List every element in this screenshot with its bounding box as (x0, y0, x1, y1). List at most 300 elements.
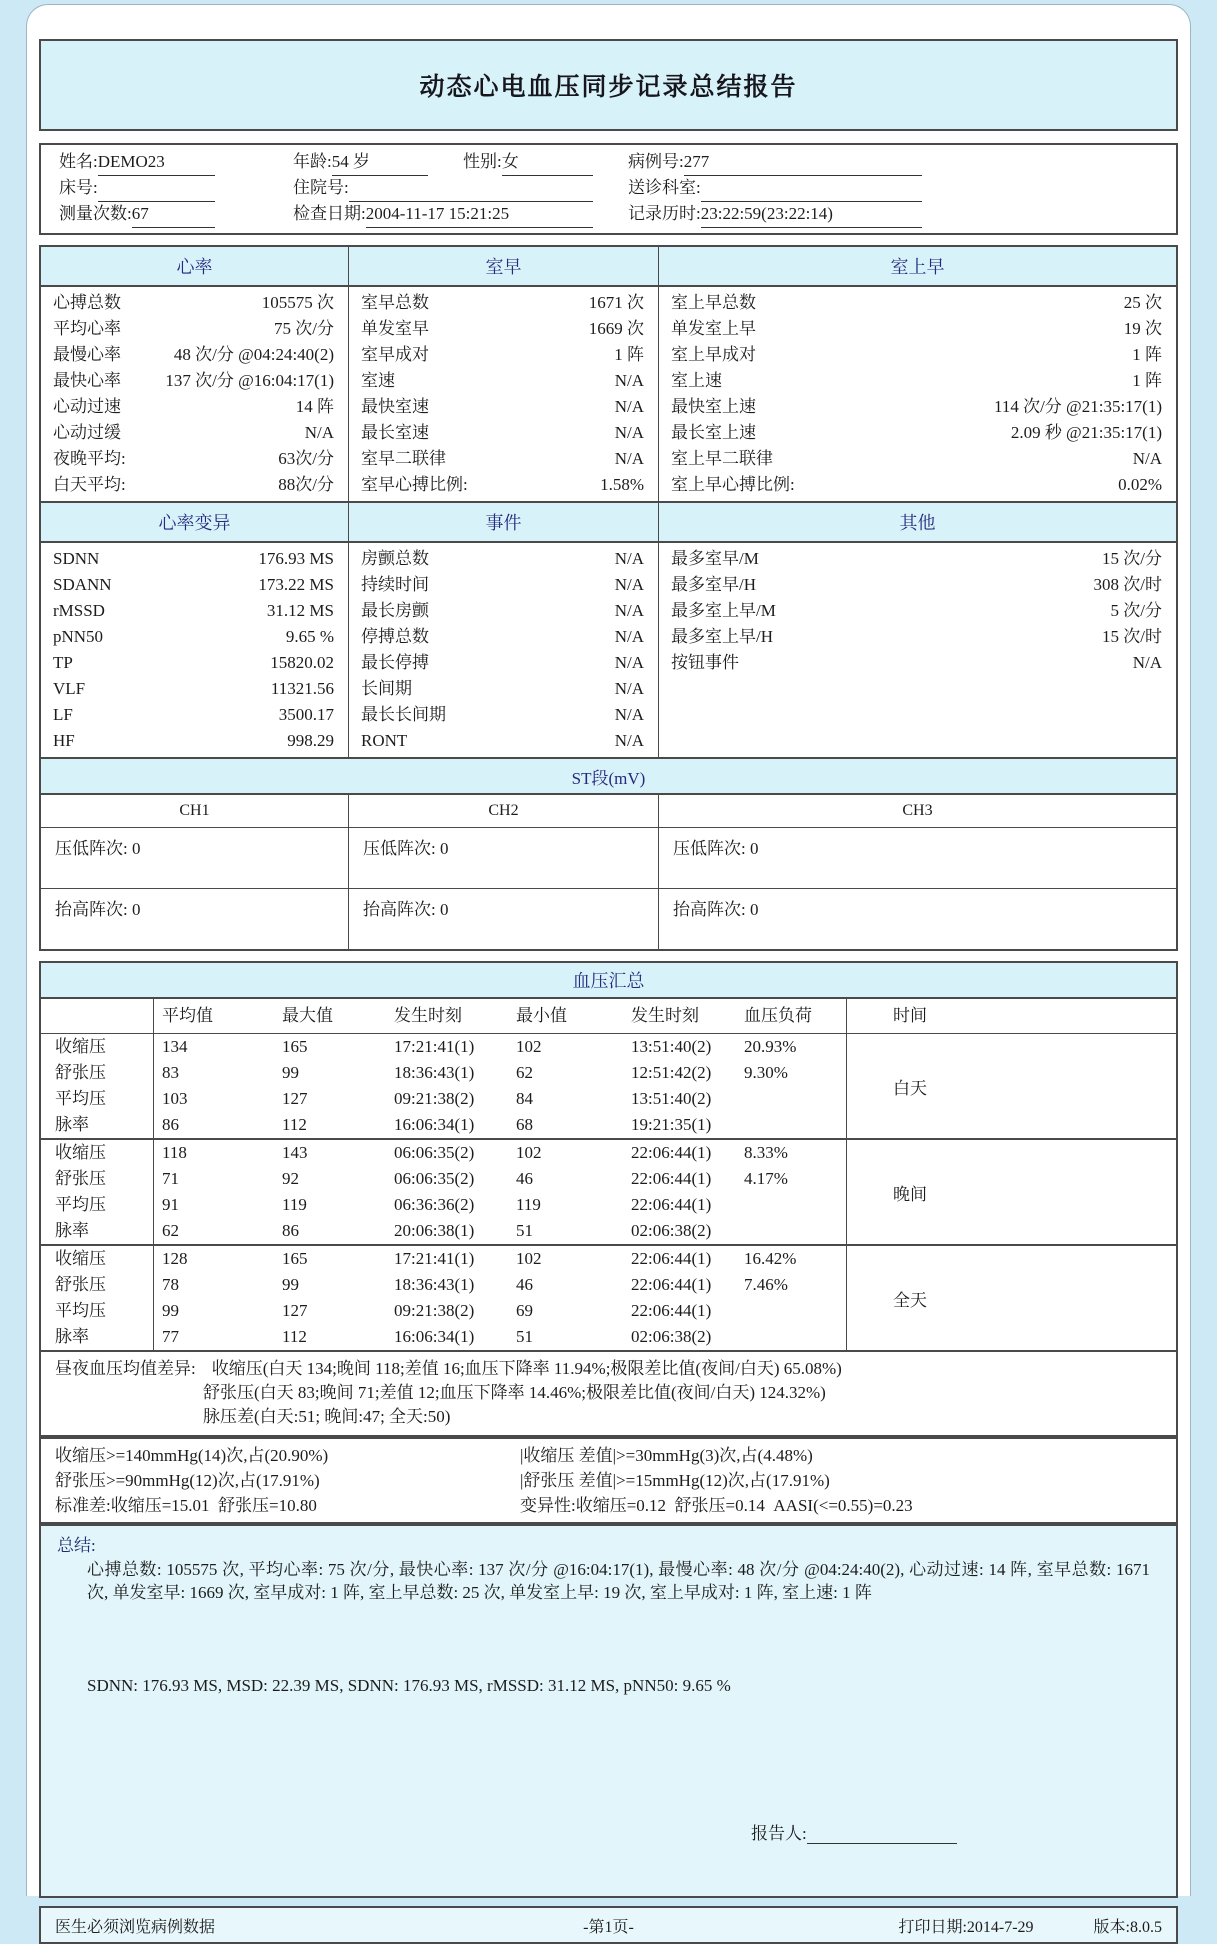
reporter-field (751, 1819, 957, 1844)
record-duration-field (628, 202, 1172, 228)
field-label: 病例号: (628, 152, 684, 171)
field-label: 检查日期: (293, 204, 366, 223)
stat-row (349, 598, 658, 624)
bp-cell: 7.46% (744, 1275, 788, 1294)
stat-row (659, 728, 1176, 754)
bp-cell: 112 (282, 1327, 307, 1346)
reporter-label: 报告人: (751, 1824, 807, 1843)
bp-group-day (41, 1034, 1176, 1138)
bp-cell: 18:36:43(1) (394, 1275, 475, 1294)
bp-cell (736, 1298, 846, 1324)
st-elevation-ch1: 抬高阵次: 0 (41, 889, 349, 949)
bp-corner-cell (41, 999, 154, 1033)
stat-row (349, 394, 658, 420)
threshold-left: 收缩压>=140mmHg(14)次,占(20.90%) (55, 1446, 329, 1465)
stat-label (659, 676, 671, 702)
threshold-right: |舒张压 差值|>=15mmHg(12)次,占(17.91%) (520, 1471, 830, 1490)
field-value: 277 (684, 150, 922, 176)
bp-col-min-time: 发生时刻 (631, 1006, 699, 1025)
stat-row (41, 342, 348, 368)
stat-row (659, 676, 1176, 702)
stat-row (41, 598, 348, 624)
bp-cell: 19:21:35(1) (631, 1115, 712, 1134)
stat-label: 最多室早/H (671, 575, 756, 594)
field-label: 性别: (463, 152, 502, 171)
stat-value: N/A (304, 423, 334, 442)
bp-cell: 91 (162, 1195, 179, 1214)
stat-label: 室上早成对 (671, 345, 756, 364)
page-title: 动态心电血压同步记录总结报告 (419, 74, 798, 101)
bp-summary-box (39, 961, 1178, 1437)
stat-label: RONT (361, 731, 408, 750)
bp-cell: 68 (516, 1115, 533, 1134)
stat-value: 75 次/分 (274, 319, 334, 338)
bp-col-mean: 平均值 (162, 1006, 213, 1025)
field-value (98, 176, 215, 202)
stat-label: SDNN (53, 549, 100, 568)
threshold-row (41, 1443, 1176, 1468)
stat-row (659, 572, 1176, 598)
bp-cell: 102 (516, 1037, 542, 1056)
events-column (349, 543, 659, 757)
stat-label: 室上早二联律 (671, 449, 773, 468)
pvc-column (349, 287, 659, 501)
stat-label: HF (53, 731, 75, 750)
stat-row (41, 472, 348, 498)
thresholds-box (39, 1437, 1178, 1524)
bp-cell: 118 (162, 1143, 187, 1162)
stat-row (659, 368, 1176, 394)
bp-cell: 13:51:40(2) (631, 1037, 712, 1056)
bp-cell: 8.33% (744, 1143, 788, 1162)
stat-row (349, 368, 658, 394)
stat-row (41, 624, 348, 650)
stat-value: 114 次/分 @21:35:17(1) (993, 397, 1162, 416)
bp-cell: 83 (162, 1063, 179, 1082)
stat-label: 最长停搏 (361, 653, 429, 672)
stat-label: 长间期 (361, 679, 412, 698)
stat-label: 房颤总数 (361, 549, 429, 568)
field-label: 记录历时: (628, 204, 701, 223)
stat-label: 最长室上速 (671, 423, 756, 442)
field-label: 住院号: (293, 178, 349, 197)
bp-cell: 127 (282, 1301, 308, 1320)
stat-label: 最快室上速 (671, 397, 756, 416)
bp-cell (736, 1112, 846, 1138)
stat-value (1162, 728, 1176, 754)
bp-cell: 84 (516, 1089, 533, 1108)
bp-cell: 128 (162, 1249, 188, 1268)
stat-label (659, 728, 671, 754)
field-value (349, 176, 593, 202)
bp-cell: 165 (282, 1249, 308, 1268)
stat-value: 11321.56 (270, 679, 334, 698)
stat-row (349, 728, 658, 754)
stat-row (41, 446, 348, 472)
stat-label: 室上早心搏比例: (671, 475, 795, 494)
stat-value: 15 次/分 (1102, 549, 1162, 568)
footer-notice: 医生必须浏览病例数据 (55, 1918, 216, 1936)
stat-row (659, 420, 1176, 446)
stats-grid-box (39, 245, 1178, 951)
diff-label: 昼夜血压均值差异: (55, 1359, 196, 1378)
stat-row (41, 702, 348, 728)
stat-label: 平均心率 (53, 319, 121, 338)
bp-cell (736, 1324, 846, 1350)
bp-cell: 02:06:38(2) (631, 1221, 712, 1240)
stat-value: 176.93 MS (258, 549, 334, 568)
stat-row (41, 676, 348, 702)
bp-cell: 62 (516, 1063, 533, 1082)
bp-cell: 22:06:44(1) (631, 1195, 712, 1214)
stat-value: 63次/分 (278, 449, 334, 468)
stat-label: pNN50 (53, 627, 104, 646)
stat-label: 停搏总数 (361, 627, 429, 646)
stat-row (659, 624, 1176, 650)
stat-value (1162, 676, 1176, 702)
patient-dept-field (628, 176, 1172, 202)
svpb-column (659, 287, 1176, 501)
diff-line (55, 1357, 1166, 1381)
bp-cell: 165 (282, 1037, 308, 1056)
bp-col-max: 最大值 (282, 1006, 333, 1025)
bp-cell: 77 (162, 1327, 179, 1346)
stat-label: LF (53, 705, 73, 724)
stat-row (41, 290, 348, 316)
stat-value: 9.65 % (285, 627, 334, 646)
stat-label: VLF (53, 679, 86, 698)
bp-cell: 22:06:44(1) (631, 1275, 712, 1294)
bp-cell: 46 (516, 1169, 533, 1188)
stat-value: N/A (1132, 449, 1162, 468)
channel-ch2: CH2 (349, 795, 659, 827)
reporter-signature-line (807, 1819, 957, 1844)
diff-line: 舒张压(白天 83;晚间 71;差值 12;血压下降率 14.46%;极限差比值(夜间/白天) 124.32%) (203, 1383, 826, 1402)
stat-row (41, 368, 348, 394)
patient-gender-field (463, 150, 628, 176)
field-value: 女 (502, 150, 593, 176)
threshold-right: |收缩压 差值|>=30mmHg(3)次,占(4.48%) (520, 1446, 813, 1465)
stat-row (349, 342, 658, 368)
stat-row (349, 316, 658, 342)
threshold-right: 变异性:收缩压=0.12 舒张压=0.14 AASI(<=0.55)=0.23 (520, 1496, 913, 1515)
report-page (26, 4, 1191, 1936)
bp-cell: 22:06:44(1) (631, 1249, 712, 1268)
stat-value: N/A (614, 627, 644, 646)
stat-row (349, 546, 658, 572)
bp-cell: 119 (516, 1195, 541, 1214)
stat-label: 按钮事件 (671, 653, 739, 672)
stat-row (349, 472, 658, 498)
bp-cell: 92 (282, 1169, 299, 1188)
bp-cell: 12:51:42(2) (631, 1063, 712, 1082)
bp-cell: 09:21:38(2) (394, 1301, 475, 1320)
bp-cell: 17:21:41(1) (394, 1249, 475, 1268)
stat-row (41, 650, 348, 676)
bp-cell: 平均压 (41, 1298, 154, 1324)
bp-summary-title: 血压汇总 (41, 963, 1176, 999)
bp-cell: 99 (282, 1063, 299, 1082)
bp-cell: 16.42% (744, 1249, 797, 1268)
bp-cell: 06:36:36(2) (394, 1195, 475, 1214)
patient-age-field (293, 150, 463, 176)
bp-col-max-time: 发生时刻 (394, 1006, 462, 1025)
stat-row (41, 572, 348, 598)
section-title-svpb: 室上早 (890, 257, 945, 277)
stat-value: 1.58% (600, 475, 644, 494)
stat-label: 室早总数 (361, 293, 429, 312)
patient-row (45, 176, 1172, 202)
stats-grid-2 (41, 543, 1176, 757)
section-title-other: 其他 (899, 513, 936, 533)
hrv-column (41, 543, 349, 757)
bp-cell (736, 1086, 846, 1112)
st-segment-header: ST段(mV) (41, 757, 1176, 795)
bp-cell: 16:06:34(1) (394, 1327, 475, 1346)
section-title-hrv: 心率变异 (41, 503, 349, 541)
stat-value: 1671 次 (588, 293, 644, 312)
stat-label: 心搏总数 (53, 293, 121, 312)
section-title-events: 事件 (349, 503, 659, 541)
field-value: 54 岁 (332, 150, 428, 176)
bp-cell: 06:06:35(2) (394, 1169, 475, 1188)
stat-value: N/A (614, 371, 644, 390)
stat-value: 25 次 (1123, 293, 1162, 312)
bp-cell: 17:21:41(1) (394, 1037, 475, 1056)
bp-cell: 99 (282, 1275, 299, 1294)
bp-cell: 102 (516, 1249, 542, 1268)
bp-cell: 02:06:38(2) (631, 1327, 712, 1346)
stat-row (659, 546, 1176, 572)
bp-cell: 134 (162, 1037, 188, 1056)
summary-hrv-line: SDNN: 176.93 MS, MSD: 22.39 MS, SDNN: 176.93 MS, rMSSD: 31.12 MS, pNN50: 9.65 % (87, 1676, 731, 1695)
stat-value: 1 阵 (1132, 371, 1162, 390)
stat-value: 5 次/分 (1110, 601, 1162, 620)
stat-label: 最长房颤 (361, 601, 429, 620)
stat-value: 14 阵 (295, 397, 334, 416)
stat-row (659, 472, 1176, 498)
bp-cell: 46 (516, 1275, 533, 1294)
patient-info-box (39, 143, 1178, 235)
st-elevation-ch2: 抬高阵次: 0 (349, 889, 659, 949)
threshold-row (41, 1468, 1176, 1493)
stat-value: N/A (614, 549, 644, 568)
bp-period-label: 全天 (846, 1246, 1176, 1350)
st-depression-ch2: 压低阵次: 0 (349, 828, 659, 888)
bp-cell: 06:06:35(2) (394, 1143, 475, 1162)
stat-row (659, 598, 1176, 624)
stat-value: 19 次 (1123, 319, 1162, 338)
stat-row (349, 702, 658, 728)
diff-text: 收缩压(白天 134;晚间 118;差值 16;血压下降率 11.94%;极限差比值(夜间/白天) 65.08%) (211, 1359, 842, 1378)
stat-label: 单发室上早 (671, 319, 756, 338)
stat-label: 室早成对 (361, 345, 429, 364)
stat-value: 15820.02 (270, 653, 334, 672)
stat-value: N/A (1132, 653, 1162, 672)
measure-count-field (45, 202, 293, 228)
stat-value: N/A (614, 601, 644, 620)
bp-cell (736, 1192, 846, 1218)
field-label: 床号: (59, 178, 98, 197)
stat-value: 308 次/时 (1093, 575, 1162, 594)
bp-cell: 18:36:43(1) (394, 1063, 475, 1082)
bp-col-min: 最小值 (516, 1006, 567, 1025)
stat-label: 最慢心率 (53, 345, 121, 364)
stat-row (659, 650, 1176, 676)
stat-value: N/A (614, 731, 644, 750)
stat-value: N/A (614, 705, 644, 724)
stat-label: 最多室上早/M (671, 601, 776, 620)
stat-label: 持续时间 (361, 575, 429, 594)
field-value: 2004-11-17 15:21:25 (366, 202, 593, 228)
stat-label: 白天平均: (53, 475, 126, 494)
title-box (39, 39, 1178, 131)
stat-label: 室早二联律 (361, 449, 446, 468)
bp-cell: 平均压 (41, 1086, 154, 1112)
st-depression-ch3: 压低阵次: 0 (673, 839, 759, 858)
bp-cell: 收缩压 (41, 1034, 154, 1060)
stat-label: 心动过缓 (53, 423, 121, 442)
stat-row (349, 572, 658, 598)
stat-value: 998.29 (287, 731, 334, 750)
threshold-row (41, 1493, 1176, 1518)
bp-cell: 69 (516, 1301, 533, 1320)
stat-value: N/A (614, 679, 644, 698)
stat-label: 最长长间期 (361, 705, 446, 724)
stat-value: 105575 次 (261, 293, 334, 312)
st-depression-ch1: 压低阵次: 0 (41, 828, 349, 888)
bp-cell: 脉率 (41, 1218, 154, 1244)
stat-value: 2.09 秒 @21:35:17(1) (1010, 423, 1162, 442)
bp-cell: 20:06:38(1) (394, 1221, 475, 1240)
stat-label: 最长室速 (361, 423, 429, 442)
stat-value: 173.22 MS (258, 575, 334, 594)
bp-col-load: 血压负荷 (744, 1006, 812, 1025)
patient-row (45, 150, 1172, 176)
bp-cell: 22:06:44(1) (631, 1169, 712, 1188)
stat-row (349, 624, 658, 650)
stat-row (41, 316, 348, 342)
stat-value: 31.12 MS (266, 601, 334, 620)
bp-cell: 71 (162, 1169, 179, 1188)
stat-label: 最多室上早/H (671, 627, 773, 646)
stat-row (349, 446, 658, 472)
stat-label (659, 702, 671, 728)
bp-cell: 脉率 (41, 1324, 154, 1350)
patient-admission-field (293, 176, 628, 202)
stat-label: 夜晚平均: (53, 449, 126, 468)
stat-value: N/A (614, 575, 644, 594)
stat-label: 室速 (361, 371, 395, 390)
patient-bed-field (45, 176, 293, 202)
stat-label: SDANN (53, 575, 112, 594)
day-night-difference (41, 1350, 1176, 1435)
stat-value: N/A (614, 423, 644, 442)
bp-group-night (41, 1138, 1176, 1244)
bp-cell (736, 1218, 846, 1244)
other-column (659, 543, 1176, 757)
bp-cell: 22:06:44(1) (631, 1143, 712, 1162)
stat-label: 最快心率 (53, 371, 121, 390)
bp-cell: 51 (516, 1221, 533, 1240)
stat-value (1162, 702, 1176, 728)
stat-label: rMSSD (53, 601, 105, 620)
bp-period-label: 白天 (846, 1034, 1176, 1138)
bp-cell: 舒张压 (41, 1166, 154, 1192)
section-title-pvc: 室早 (349, 247, 659, 285)
bp-cell: 86 (282, 1221, 299, 1240)
bp-cell: 62 (162, 1221, 179, 1240)
stat-label: TP (53, 653, 73, 672)
bp-period-label: 晚间 (846, 1140, 1176, 1244)
summary-box (39, 1524, 1178, 1898)
bp-cell: 102 (516, 1143, 542, 1162)
bp-cell: 13:51:40(2) (631, 1089, 712, 1108)
stat-row (41, 546, 348, 572)
diff-line: 脉压差(白天:51; 晚间:47; 全天:50) (203, 1407, 451, 1426)
field-value: 67 (132, 202, 215, 228)
stat-value: N/A (614, 397, 644, 416)
stat-row (349, 290, 658, 316)
channel-ch1: CH1 (41, 795, 349, 827)
stat-row (659, 702, 1176, 728)
stat-row (659, 316, 1176, 342)
stat-value: 1 阵 (614, 345, 644, 364)
section-header-row (41, 247, 1176, 287)
stat-value: 88次/分 (278, 475, 334, 494)
stat-row (659, 290, 1176, 316)
stat-row (659, 342, 1176, 368)
field-label: 送诊科室: (628, 178, 701, 197)
footer-bar (39, 1906, 1178, 1944)
bp-cell: 78 (162, 1275, 179, 1294)
stat-label: 室上早总数 (671, 293, 756, 312)
summary-text: 心搏总数: 105575 次, 平均心率: 75 次/分, 最快心率: 137 次/分 @16:04:17(1), 最慢心率: 48 次/分 @04:24:40(2), 心动过速: 14 阵, 室早总数: 1671 次, 单发室早: 1669 次, 室早成对: 1 阵, 室上早总数: 25 次, 单发室上早: 19 次, 室上早成对: 1 阵, 室上速: 1 阵 (87, 1560, 1150, 1602)
bp-cell: 09:21:38(2) (394, 1089, 475, 1108)
stat-label: 心动过速 (53, 397, 121, 416)
stat-value: N/A (614, 449, 644, 468)
stats-grid-1 (41, 287, 1176, 501)
stat-label: 室早心搏比例: (361, 475, 468, 494)
patient-name-field (45, 150, 293, 176)
stat-row (659, 394, 1176, 420)
bp-cell: 119 (282, 1195, 307, 1214)
bp-cell: 86 (162, 1115, 179, 1134)
section-title-heart-rate: 心率 (41, 247, 349, 285)
print-date: 打印日期:2014-7-29 (898, 1918, 1034, 1936)
bp-cell: 51 (516, 1327, 533, 1346)
bp-cell: 收缩压 (41, 1140, 154, 1166)
stat-row (659, 446, 1176, 472)
stat-label: 最多室早/M (671, 549, 759, 568)
bp-cell: 9.30% (744, 1063, 788, 1082)
stat-value: 137 次/分 @16:04:17(1) (165, 371, 334, 390)
stat-label: 最快室速 (361, 397, 429, 416)
bp-cell: 103 (162, 1089, 188, 1108)
field-label: 姓名: (59, 152, 98, 171)
st-elevation-row (41, 889, 1176, 949)
stat-value: 1 阵 (1132, 345, 1162, 364)
bp-group-allday (41, 1244, 1176, 1350)
st-depression-row (41, 828, 1176, 889)
bp-cell: 127 (282, 1089, 308, 1108)
channel-ch3: CH3 (902, 802, 933, 819)
field-label: 测量次数: (59, 204, 132, 223)
bp-cell: 舒张压 (41, 1272, 154, 1298)
field-value (701, 176, 922, 202)
channel-header-row (41, 795, 1176, 828)
patient-row (45, 202, 1172, 228)
